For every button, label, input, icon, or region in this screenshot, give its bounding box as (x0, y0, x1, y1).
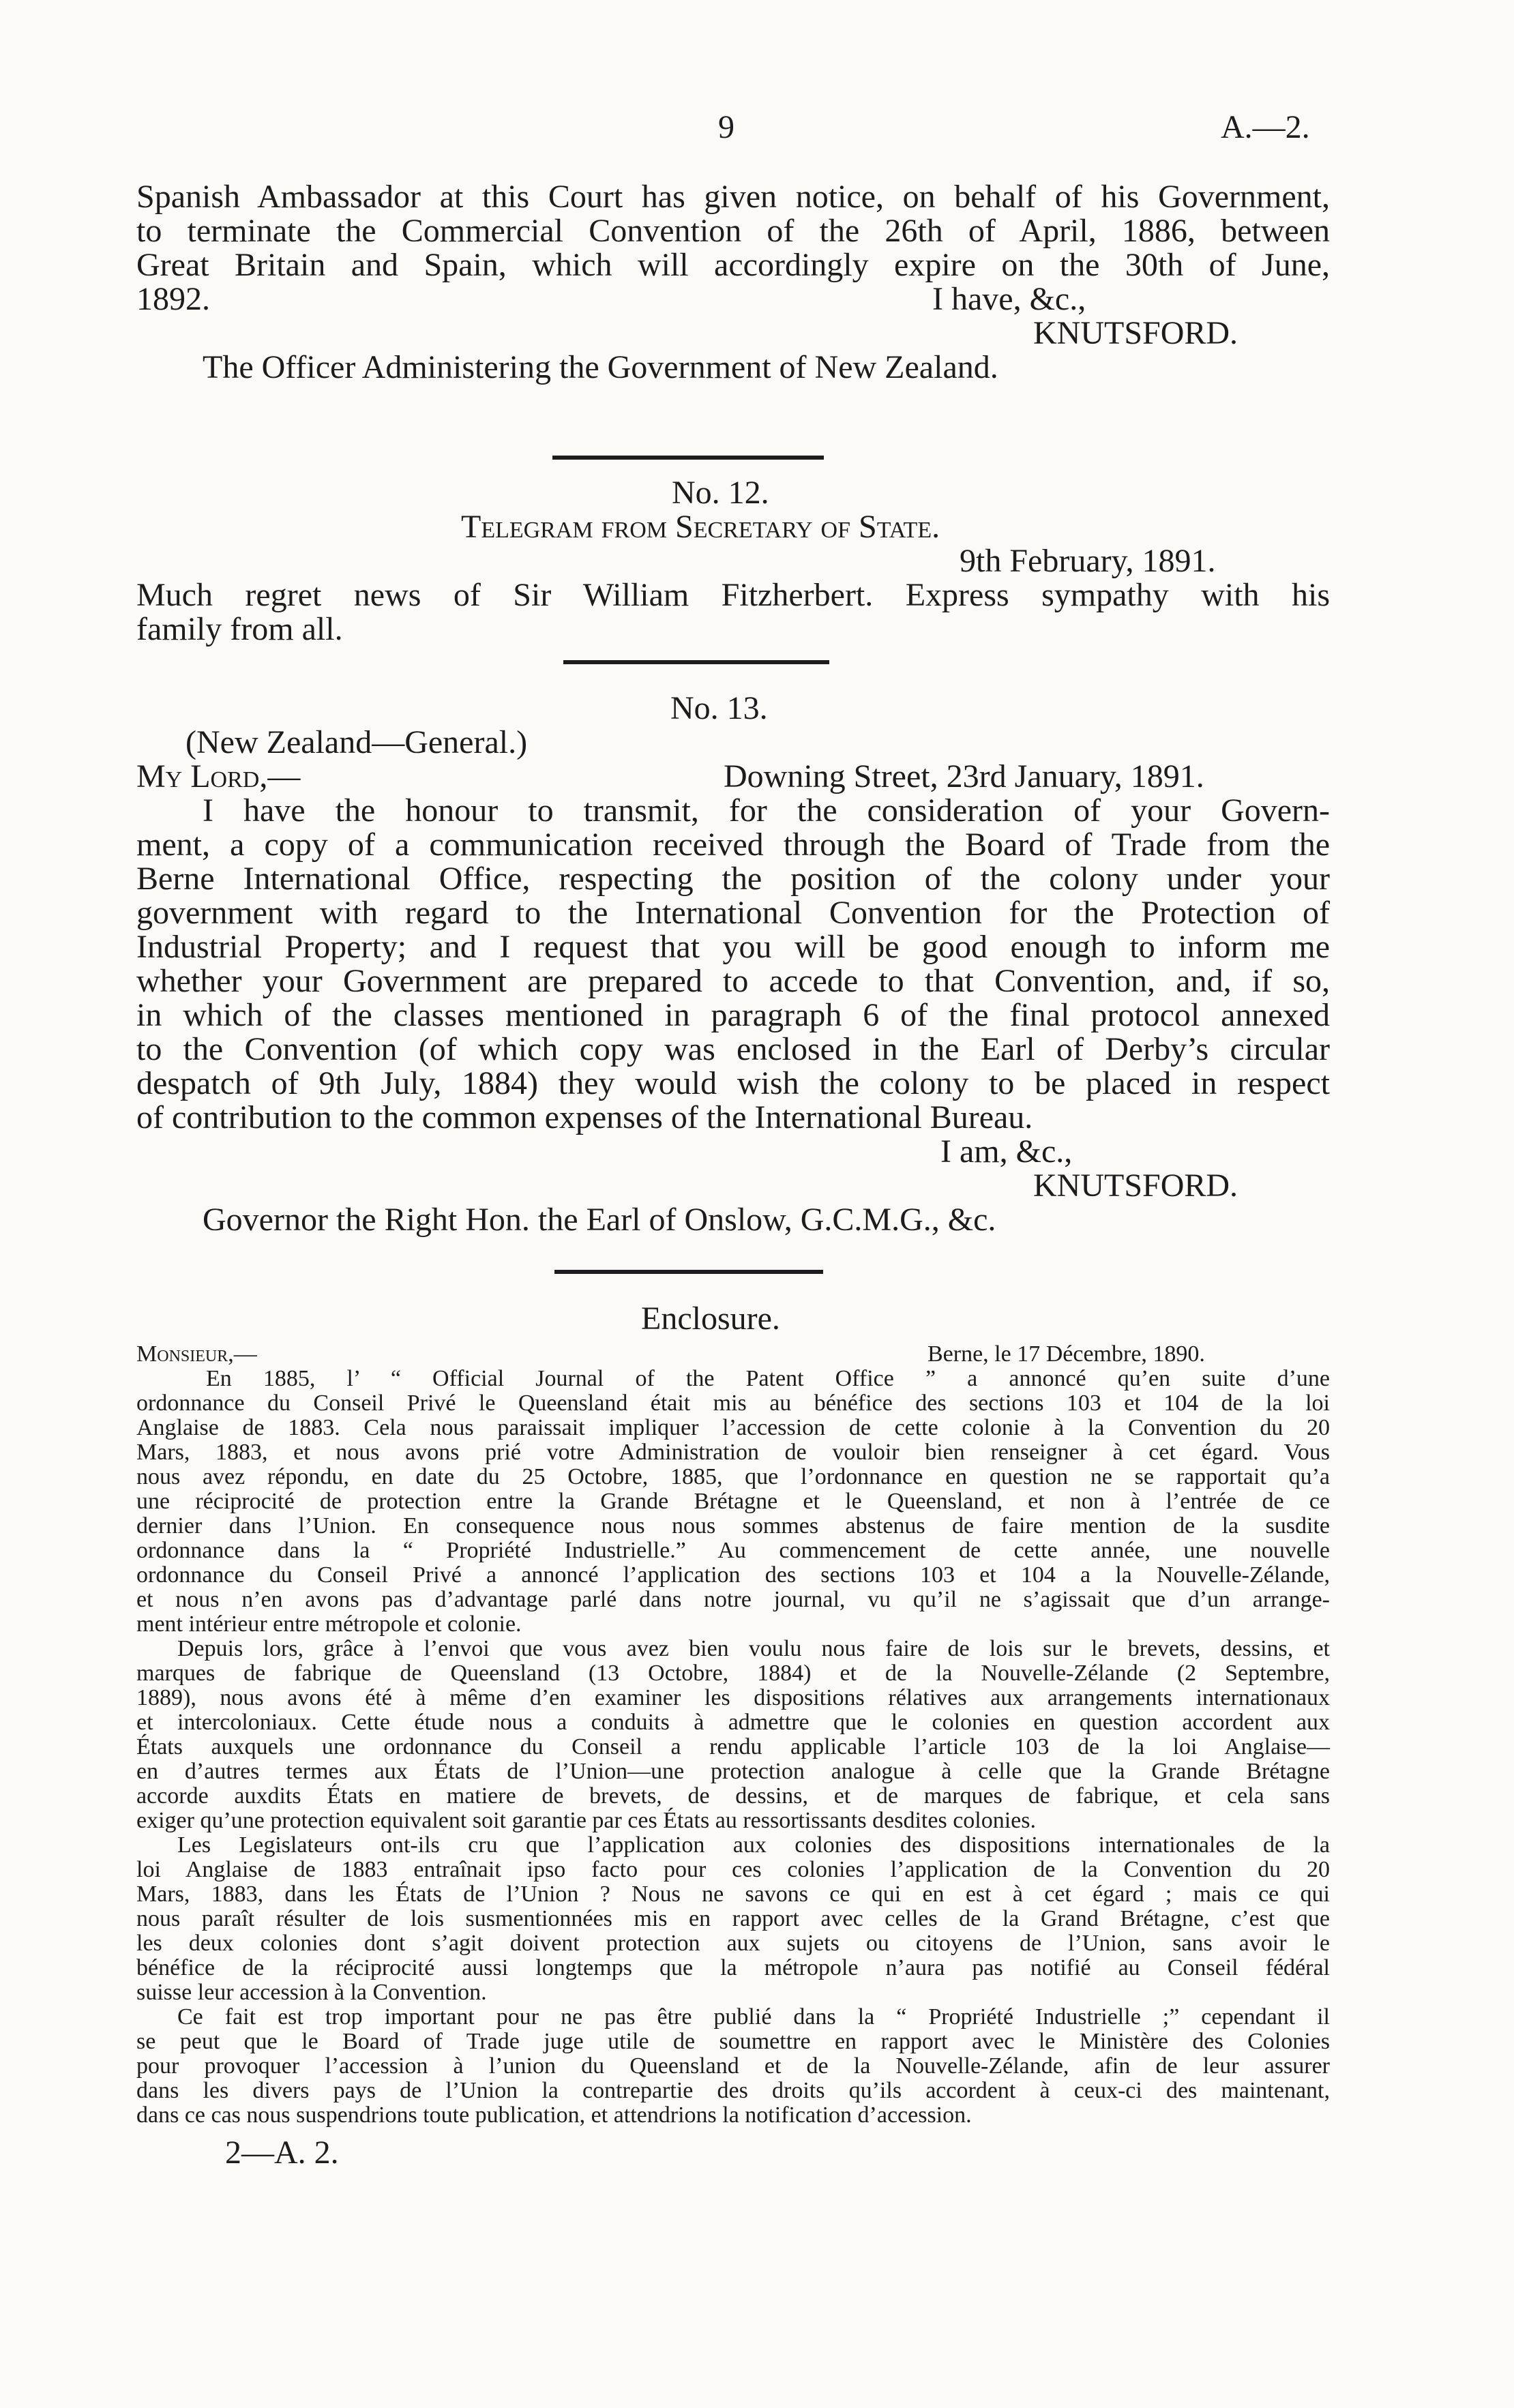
signature: KNUTSFORD. (1033, 1168, 1238, 1204)
enclosure-line: et intercoloniaux. Cette étude nous a conduits à admettre que le colonies en question accordent aux (136, 1710, 1330, 1735)
enclosure-line: les deux colonies dont s’agit doivent protection aux sujets ou citoyens de l’Union, sans avoir le (136, 1931, 1330, 1956)
enclosure-line: nous avez répondu, en date du 25 Octobre, 1885, que l’ordonnance en question ne se rapportait qu’a (136, 1464, 1330, 1489)
enclosure-line: bénéfice de la réciprocité aussi longtemps que la métropole n’aura pas notifié au Conseil fédéral (136, 1955, 1330, 1980)
enclosure-line: se peut que le Board of Trade juge utile de soumettre en rapport avec le Ministère des Colonies (136, 2029, 1330, 2054)
salutation: Monsieur,— (136, 1341, 257, 1367)
section-number: No. 13. (670, 690, 768, 726)
series-reference: A.—2. (1221, 109, 1310, 145)
body-line: I have the honour to transmit, for the consideration of your Govern- (203, 792, 1330, 829)
printer-signature-mark: 2—A. 2. (225, 2135, 339, 2171)
section-subheading: (New Zealand—General.) (185, 724, 528, 760)
body-line: ment, a copy of a communication received through the Board of Trade from the (136, 827, 1330, 863)
enclosure-line: Mars, 1883, et nous avons prié votre Administration de vouloir bien renseigner à cet égard. Vous (136, 1440, 1330, 1465)
section-number: No. 12. (672, 475, 769, 511)
section-heading: Telegram from Secretary of State. (461, 509, 940, 545)
body-line: 1892. (136, 281, 210, 317)
enclosure-line: en d’autres termes aux États de l’Union—une protection analogue à celle que la Grande Brétagne (136, 1759, 1330, 1784)
enclosure-line: une réciprocité de protection entre la Grande Brétagne et le Queensland, et non à l’entrée de ce (136, 1489, 1330, 1514)
closing: I am, &c., (940, 1133, 1073, 1170)
body-line: to the Convention (of which copy was enclosed in the Earl of Derby’s circular (136, 1031, 1330, 1067)
enclosure-line: Depuis lors, grâce à l’envoi que vous avez bien voulu nous faire de lois sur le brevets, dessins, et (177, 1636, 1330, 1661)
body-line: whether your Government are prepared to accede to that Convention, and, if so, (136, 963, 1330, 999)
body-line: of contribution to the common expenses of the International Bureau. (136, 1099, 1033, 1135)
place-date: Downing Street, 23rd January, 1891. (724, 758, 1204, 794)
enclosure-line: et nous n’en avons pas d’advantage parlé dans notre journal, vu qu’il ne s’agissait que d’un arrange- (136, 1587, 1330, 1612)
enclosure-line: pour provoquer l’accession à l’union du Queensland et de la Nouvelle-Zélande, afin de leur assurer (136, 2053, 1330, 2079)
body-line: Spanish Ambassador at this Court has given notice, on behalf of his Government, (136, 179, 1330, 215)
section-divider (563, 660, 829, 664)
telegram-date: 9th February, 1891. (960, 543, 1216, 579)
enclosure-line: dans ce cas nous suspendrions toute publication, et attendrions la notification d’accession. (136, 2102, 972, 2128)
enclosure-line: accorde auxdits États en matiere de brevets, de dessins, et de marques de fabrique, et cela sans (136, 1783, 1330, 1809)
enclosure-line: nous paraît résulter de lois susmentionnées mis en rapport avec celles de la Grand Brétagne, c’est que (136, 1906, 1330, 1931)
salutation: My Lord,— (136, 758, 301, 794)
body-line: family from all. (136, 611, 343, 647)
enclosure-line: suisse leur accession à la Convention. (136, 1980, 487, 2005)
body-line: despatch of 9th July, 1884) they would wish the colony to be placed in respect (136, 1065, 1330, 1101)
body-line: Berne International Office, respecting the position of the colony under your (136, 861, 1330, 897)
enclosure-line: dernier dans l’Union. En consequence nous nous sommes abstenus de faire mention de la susdite (136, 1513, 1330, 1539)
body-line: government with regard to the International Convention for the Protection of (136, 895, 1330, 931)
signature: KNUTSFORD. (1033, 315, 1238, 351)
enclosure-line: États auxquels une ordonnance du Conseil a rendu applicable l’article 103 de la loi Anglaise— (136, 1734, 1330, 1759)
enclosure-line: Mars, 1883, dans les États de l’Union ? Nous ne savons ce qui en est à cet égard ; mais ce qui (136, 1882, 1330, 1907)
enclosure-line: ment intérieur entre métropole et colonie. (136, 1611, 522, 1637)
enclosure-line: ordonnance du Conseil Privé le Queensland était mis au bénéfice des sections 103 et 104 de la loi (136, 1391, 1330, 1416)
body-line: in which of the classes mentioned in paragraph 6 of the final protocol annexed (136, 997, 1330, 1033)
body-line: Great Britain and Spain, which will accordingly expire on the 30th of June, (136, 247, 1330, 283)
addressee: The Officer Administering the Government of New Zealand. (203, 349, 998, 385)
enclosure-line: 1889), nous avons été à même d’en examiner les dispositions rélatives aux arrangements internationaux (136, 1685, 1330, 1710)
addressee: Governor the Right Hon. the Earl of Onslow, G.C.M.G., &c. (203, 1202, 996, 1238)
enclosure-line: Ce fait est trop important pour ne pas être publié dans la “ Propriété Industrielle ;” cependant il (177, 2004, 1330, 2030)
section-divider (552, 456, 824, 460)
enclosure-line: marques de fabrique de Queensland (13 Octobre, 1884) et de la Nouvelle-Zélande (2 Septembre, (136, 1661, 1330, 1686)
page-number: 9 (718, 109, 734, 145)
enclosure-line: dans les divers pays de l’Union la contrepartie des droits qu’ils accordent à ceux-ci des maintenant, (136, 2078, 1330, 2103)
place-date: Berne, le 17 Décembre, 1890. (927, 1341, 1205, 1367)
enclosure-line: Les Legislateurs ont-ils cru que l’application aux colonies des dispositions internationales de la (177, 1832, 1330, 1858)
section-divider (554, 1270, 823, 1274)
body-line: Much regret news of Sir William Fitzherbert. Express sympathy with his (136, 577, 1330, 613)
closing: I have, &c., (932, 281, 1086, 317)
enclosure-line: En 1885, l’ “ Official Journal of the Patent Office ” a annoncé qu’en suite d’une (206, 1366, 1330, 1391)
enclosure-heading: Enclosure. (641, 1300, 780, 1337)
body-line: to terminate the Commercial Convention of the 26th of April, 1886, between (136, 213, 1330, 249)
enclosure-line: Anglaise de 1883. Cela nous paraissait impliquer l’accession de cette colonie à la Convention du 20 (136, 1415, 1330, 1440)
enclosure-line: loi Anglaise de 1883 entraînait ipso facto pour ces colonies l’application de la Convention du 20 (136, 1857, 1330, 1882)
enclosure-line: ordonnance du Conseil Privé a annoncé l’application des sections 103 et 104 a la Nouvelle-Zélande, (136, 1562, 1330, 1588)
enclosure-line: exiger qu’une protection equivalent soit garantie par ces États au ressortissants desdites colonies. (136, 1808, 1036, 1833)
enclosure-line: ordonnance dans la “ Propriété Industrielle.” Au commencement de cette année, une nouvelle (136, 1538, 1330, 1563)
body-line: Industrial Property; and I request that you will be good enough to inform me (136, 929, 1330, 965)
